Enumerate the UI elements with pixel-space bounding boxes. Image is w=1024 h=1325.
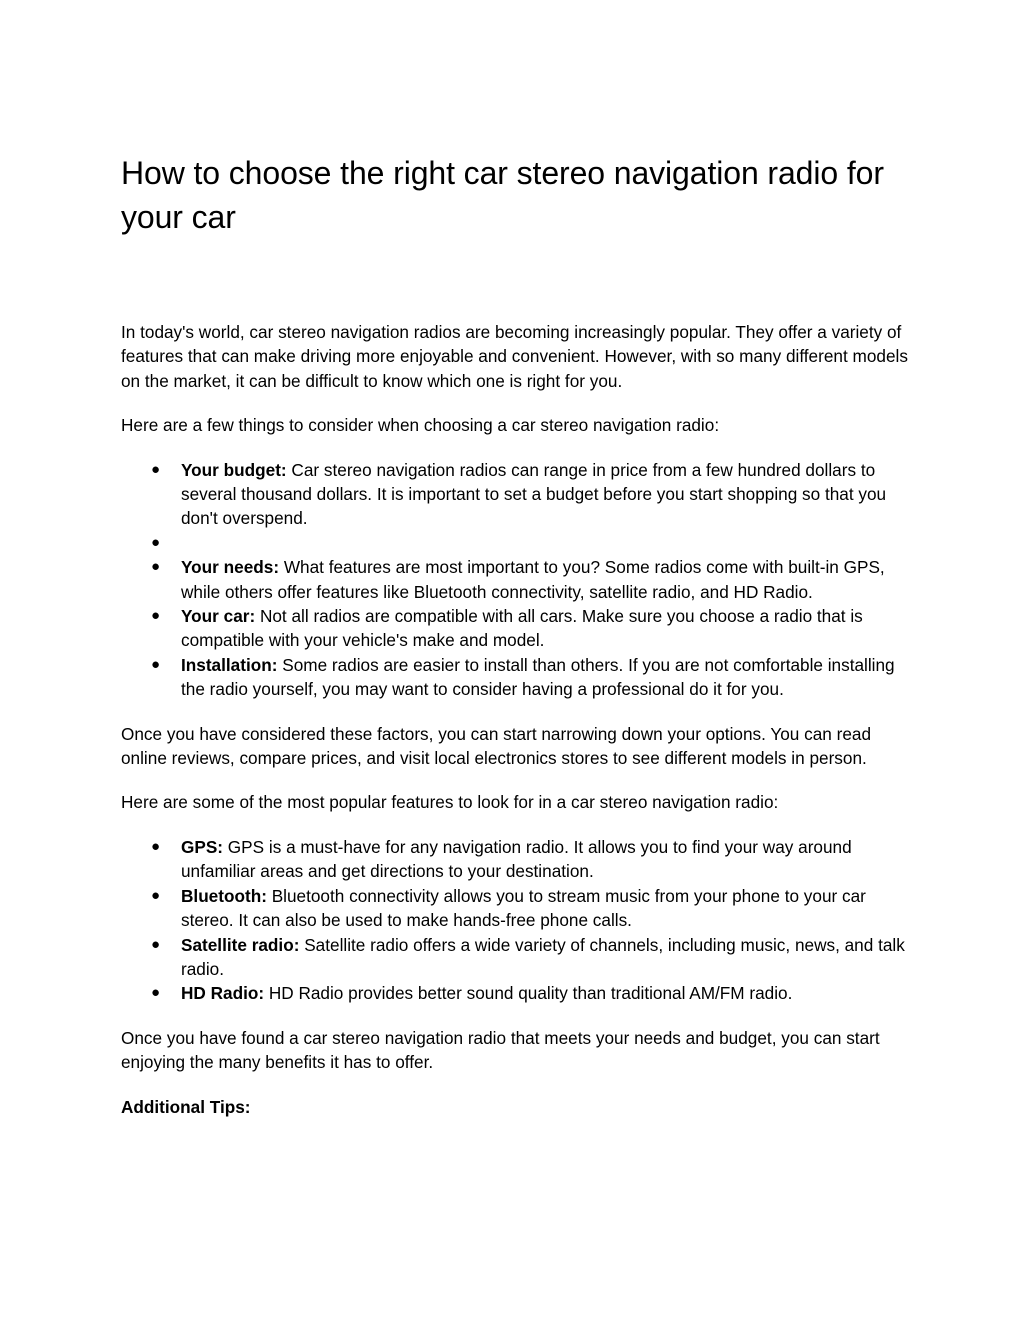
additional-tips-heading: Additional Tips: [121,1096,251,1117]
document-body [121,320,911,1139]
bullet-icon: ● [151,558,161,576]
page-title: How to choose the right car stereo navigation radio for your car [121,155,884,235]
list-item [121,653,911,702]
bullet-icon: ● [151,533,161,551]
list-item [121,555,911,604]
list-item [121,933,911,982]
closing-paragraph: Once you have found a car stereo navigation radio that meets your needs and budget, you can start enjoying the many benefits it has to offer. [121,1027,880,1073]
consider-lead-paragraph: Here are a few things to consider when choosing a car stereo navigation radio: [121,415,720,436]
list-item [121,458,911,531]
list-item-term: Your car: [181,606,256,627]
list-item-text: HD Radio provides better sound quality than traditional AM/FM radio. [264,983,793,1004]
list-item-text: Car stereo navigation radios can range in price from a few hundred dollars to several thousand dollars. It is important to set a budget before you start shopping so that you don't overspend. [181,459,887,529]
list-item-term: Your needs: [181,557,280,578]
narrowing-paragraph: Once you have considered these factors, you can start narrowing down your options. You can read online reviews, compare prices, and visit local electronics stores to see different models in person. [121,723,872,769]
list-item-text: Not all radios are compatible with all cars. Make sure you choose a radio that is compatible with your vehicle's make and model. [181,606,863,651]
list-item-text: Bluetooth connectivity allows you to stream music from your phone to your car stereo. It can also be used to make hands-free phone calls. [181,885,866,931]
list-item-text: GPS is a must-have for any navigation radio. It allows you to find your way around unfamiliar areas and get directions to your destination. [181,836,852,882]
list-item-term: Installation: [181,654,278,675]
list-item-term: Your budget: [181,459,287,480]
list-item [121,835,911,884]
list-item-term: HD Radio: [181,983,265,1004]
bullet-icon: ● [151,984,161,1002]
bullet-icon: ● [151,607,161,625]
list-item-term: GPS: [181,836,224,857]
bullet-icon: ● [151,655,161,673]
consider-list [121,458,911,702]
bullet-icon: ● [151,935,161,953]
list-item [121,604,911,653]
intro-paragraph: In today's world, car stereo navigation radios are becoming increasingly popular. They offer a variety of features that can make driving more enjoyable and convenient. However, with so many different models on the market, it can be difficult to know which one is right for you. [121,322,908,391]
list-item [121,981,911,1005]
list-item-text: Satellite radio offers a wide variety of channels, including music, news, and talk radio. [181,934,905,979]
list-item-text: What features are most important to you? Some radios come with built-in GPS, while others offer features like Bluetooth connectivity, satellite radio, and HD Radio. [181,557,885,602]
bullet-icon: ● [151,460,161,478]
features-lead-paragraph: Here are some of the most popular features to look for in a car stereo navigation radio: [121,792,779,813]
list-item-term: Bluetooth: [181,885,267,906]
features-list [121,835,911,1006]
list-item [121,531,911,555]
list-item [121,884,911,933]
bullet-icon: ● [151,837,161,855]
bullet-icon: ● [151,886,161,904]
list-item-term: Satellite radio: [181,934,300,955]
list-item-text: Some radios are easier to install than others. If you are not comfortable installing the radio yourself, you may want to consider having a professional do it for you. [181,654,895,700]
